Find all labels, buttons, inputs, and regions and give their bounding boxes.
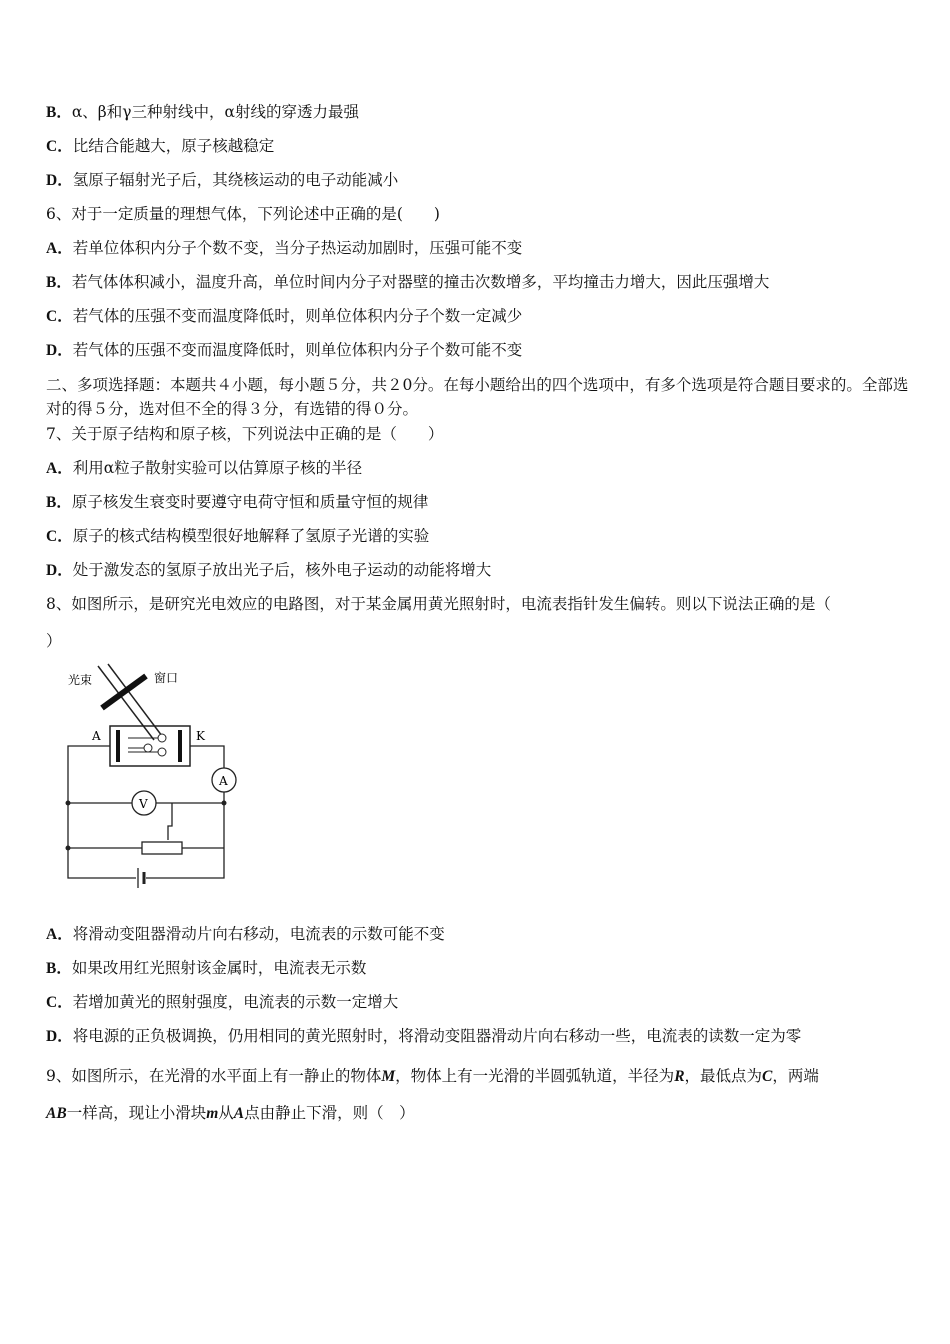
option-text: 若增加黄光的照射强度，电流表的示数一定增大 xyxy=(72,993,399,1011)
option-text: 原子核发生衰变时要遵守电荷守恒和质量守恒的规律 xyxy=(71,493,429,511)
option-label: D． xyxy=(46,172,73,189)
option-label: C． xyxy=(46,528,73,545)
q8-option-d xyxy=(46,1025,916,1048)
q9-text: ，最低点为 xyxy=(684,1067,763,1085)
q5-option-b xyxy=(46,101,916,124)
label-beam: 光束 xyxy=(68,673,93,687)
option-text: 氢原子辐射光子后，其绕核运动的电子动能减小 xyxy=(72,171,399,189)
q7-option-a xyxy=(46,457,916,480)
q6-option-a xyxy=(46,237,916,260)
ammeter-label: A xyxy=(219,774,228,788)
option-text: 比结合能越大，原子核越稳定 xyxy=(72,137,275,155)
voltmeter-label: V xyxy=(139,797,148,811)
q8-option-c xyxy=(46,991,916,1014)
electron-dot xyxy=(144,744,152,752)
q9-text: ，物体上有一光滑的半圆弧轨道，半径为 xyxy=(395,1067,675,1085)
option-label: C． xyxy=(46,994,73,1011)
q8-stem-end: ） xyxy=(46,632,62,650)
rheostat xyxy=(142,842,182,854)
q8-stem: 8、如图所示，是研究光电效应的电路图，对于某金属用黄光照射时，电流表指针发生偏转。则以下说法正确的是（ xyxy=(46,595,831,613)
q7-option-b xyxy=(46,491,916,514)
option-text: 处于激发态的氢原子放出光子后，核外电子运动的动能将增大 xyxy=(72,561,492,579)
option-label: C． xyxy=(46,308,73,325)
q7-stem: 7、关于原子结构和原子核，下列说法中正确的是（ ） xyxy=(46,425,444,443)
option-text: 利用α粒子散射实验可以估算原子核的半径 xyxy=(72,459,363,477)
q9-var-C: C xyxy=(762,1068,773,1085)
junction-dot xyxy=(66,846,71,851)
junction-dot xyxy=(66,801,71,806)
q9-var-M: M xyxy=(381,1068,396,1085)
q9-text: 从 xyxy=(218,1104,234,1122)
q9-stem xyxy=(46,1058,912,1132)
q9-var-AB: AB xyxy=(46,1105,67,1122)
label-anode: A xyxy=(92,729,101,743)
q5-option-c xyxy=(46,135,916,158)
electron-dot xyxy=(158,748,166,756)
q8-option-a xyxy=(46,923,916,946)
wire xyxy=(190,746,224,768)
option-label: A． xyxy=(46,926,73,943)
option-text: 原子的核式结构模型很好地解释了氢原子光谱的实验 xyxy=(72,527,430,545)
q9-text: 一样高，现让小滑块 xyxy=(66,1104,207,1122)
q9-text: ，两端 xyxy=(772,1067,819,1085)
option-text: 将滑动变阻器滑动片向右移动，电流表的示数可能不变 xyxy=(72,925,445,943)
option-label: D． xyxy=(46,1028,73,1045)
option-text: 将电源的正负极调换，仍用相同的黄光照射时，将滑动变阻器滑动片向右移动一些，电流表的读数一定为零 xyxy=(72,1027,802,1045)
q7-option-d xyxy=(46,559,916,582)
q9-var-A: A xyxy=(233,1105,245,1122)
q5-option-d xyxy=(46,169,916,192)
option-text: 若气体的压强不变而温度降低时，则单位体积内分子个数一定减少 xyxy=(72,307,523,325)
option-label: B． xyxy=(46,494,72,511)
option-label: A． xyxy=(46,460,73,477)
photoelectric-circuit-diagram xyxy=(58,660,248,890)
option-text: 如果改用红光照射该金属时，电流表无示数 xyxy=(71,959,367,977)
electron-dot xyxy=(158,734,166,742)
q8-option-b xyxy=(46,957,916,980)
q9-var-m: m xyxy=(206,1105,219,1122)
option-text: 若气体体积减小，温度升高，单位时间内分子对器壁的撞击次数增多，平均撞击力增大，因此压强增大 xyxy=(71,273,770,291)
q7-option-c xyxy=(46,525,916,548)
junction-dot xyxy=(222,801,227,806)
option-label: C． xyxy=(46,138,73,155)
q6-option-b xyxy=(46,271,916,294)
q6-stem: 6、对于一定质量的理想气体，下列论述中正确的是( ) xyxy=(46,205,440,223)
section-2-instructions: 二、多项选择题：本题共４小题，每小题５分，共２0分。在每小题给出的四个选项中，有多个选项是符合题目要求的。全部选对的得５分，选对但不全的得３分，有选错的得０分。 xyxy=(46,376,909,418)
option-label: B． xyxy=(46,274,72,291)
q9-text: 点由静止下滑，则（ ） xyxy=(244,1104,415,1122)
option-label: B． xyxy=(46,104,72,121)
option-label: A． xyxy=(46,240,73,257)
option-text: 若单位体积内分子个数不变，当分子热运动加剧时，压强可能不变 xyxy=(72,239,523,257)
q9-text: 9、如图所示，在光滑的水平面上有一静止的物体 xyxy=(46,1067,382,1085)
option-text: α、β和γ三种射线中，α射线的穿透力最强 xyxy=(71,103,360,121)
q6-option-d xyxy=(46,339,916,362)
slider-wire xyxy=(168,803,172,840)
q6-option-c xyxy=(46,305,916,328)
label-window: 窗口 xyxy=(154,671,179,685)
option-text: 若气体的压强不变而温度降低时，则单位体积内分子个数可能不变 xyxy=(72,341,523,359)
option-label: D． xyxy=(46,562,73,579)
option-label: D． xyxy=(46,342,73,359)
option-label: B． xyxy=(46,960,72,977)
wire xyxy=(146,792,224,878)
q9-var-R: R xyxy=(674,1068,685,1085)
label-cathode: K xyxy=(196,729,205,743)
